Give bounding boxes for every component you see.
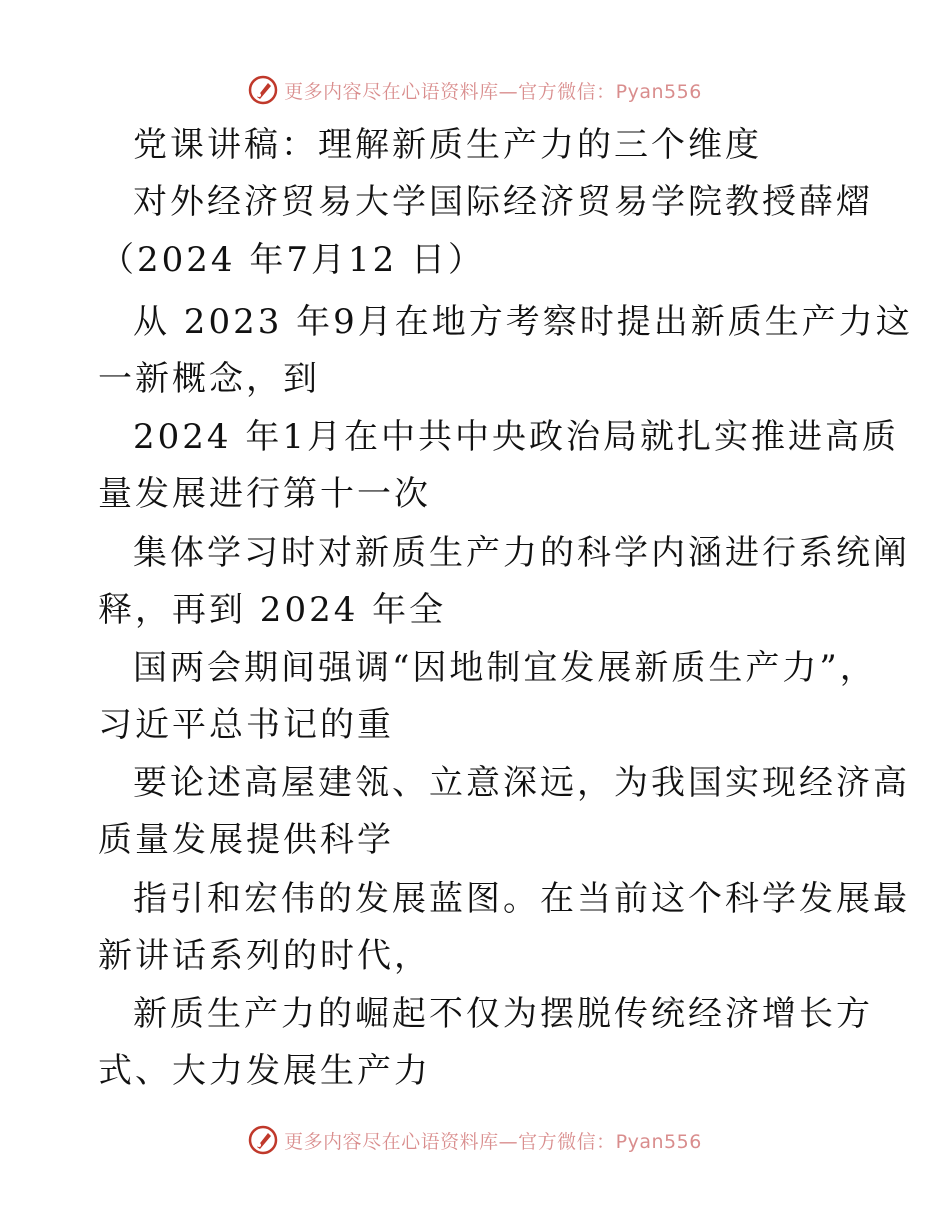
paragraph-line: 要论述高屋建瓴、立意深远，为我国实现经济高: [133, 763, 910, 803]
watermark-text: 更多内容尽在心语资料库—官方微信：Pyan556: [284, 80, 702, 103]
paragraph-line: 指引和宏伟的发展蓝图。在当前这个科学发展最: [133, 879, 910, 919]
document-date: （2024 年7月12 日）: [100, 240, 486, 280]
paragraph-line: 从 2023 年9月在地方考察时提出新质生产力这: [133, 302, 913, 342]
paragraph-line: 习近平总书记的重: [98, 705, 394, 745]
paragraph-line: 释，再到 2024 年全: [98, 590, 447, 630]
watermark-header: [0, 70, 950, 110]
paragraph-line: 式、大力发展生产力: [98, 1051, 431, 1091]
paragraph-line: 国两会期间强调“因地制宜发展新质生产力”，: [133, 648, 877, 688]
paragraph-line: 量发展进行第十一次: [98, 474, 431, 514]
paragraph-line: 新质生产力的崛起不仅为摆脱传统经济增长方: [133, 994, 873, 1034]
pen-nib-logo-icon: [248, 1125, 278, 1155]
document-title: 党课讲稿：理解新质生产力的三个维度: [133, 125, 762, 165]
watermark-text: 更多内容尽在心语资料库—官方微信：Pyan556: [284, 1130, 702, 1153]
paragraph-line: 2024 年1月在中共中央政治局就扎实推进高质: [133, 417, 899, 457]
watermark-footer: [0, 1120, 950, 1160]
paragraph-line: 新讲话系列的时代，: [98, 936, 431, 976]
paragraph-line: 集体学习时对新质生产力的科学内涵进行系统阐: [133, 533, 910, 573]
document-author: 对外经济贸易大学国际经济贸易学院教授薛熠: [133, 182, 873, 222]
pen-nib-logo-icon: [248, 75, 278, 105]
paragraph-line: 一新概念，到: [98, 359, 320, 399]
paragraph-line: 质量发展提供科学: [98, 820, 394, 860]
